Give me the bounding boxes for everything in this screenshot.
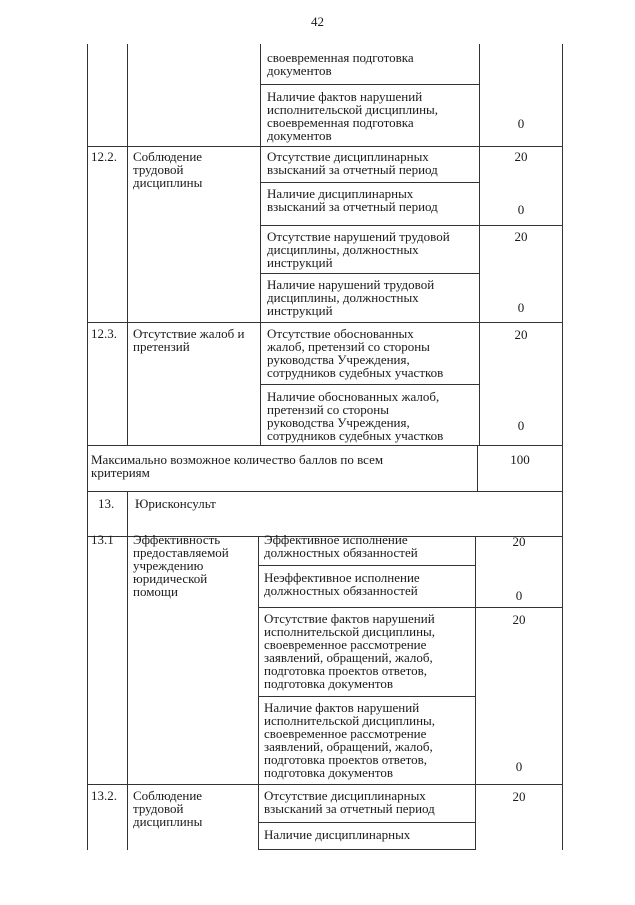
criterion-text: Неэффективное исполнение должностных обязанностей (264, 570, 420, 598)
criterion-score: 0 (517, 202, 525, 217)
criterion-score: 20 (514, 327, 528, 342)
total-value: 100 (510, 452, 530, 467)
indicator-text: Эффективность предоставляемой учреждению юридической помощи (133, 532, 229, 599)
row-divider (260, 225, 562, 226)
criterion-score: 20 (512, 534, 526, 549)
row-number: 13.2. (91, 788, 117, 803)
criterion-score: 20 (512, 612, 526, 627)
criterion-score: 0 (517, 116, 525, 131)
row-divider (87, 322, 562, 323)
row-divider (87, 445, 562, 446)
column-divider (258, 536, 259, 850)
criterion-text: Наличие дисциплинарных (264, 827, 411, 842)
page-number: 42 (311, 14, 324, 29)
criterion-text: Отсутствие дисциплинарных взысканий за отчетный период (267, 149, 438, 177)
criterion-text: Отсутствие дисциплинарных взысканий за отчетный период (264, 788, 435, 816)
criterion-score: 0 (517, 418, 525, 433)
row-divider (87, 784, 562, 785)
row-divider (260, 84, 479, 85)
table-border-right (562, 44, 563, 850)
criterion-text: Наличие обоснованных жалоб, претензий со стороны руководства Учреждения, сотрудников судебных участков (267, 389, 444, 443)
row-divider (87, 146, 562, 147)
row-divider (258, 607, 562, 608)
row-number: 13.1 (91, 532, 114, 547)
criterion-score: 0 (517, 300, 525, 315)
criterion-score: 20 (514, 229, 528, 244)
criterion-text: своевременная подготовка документов (267, 50, 414, 78)
section-number: 13. (98, 496, 115, 511)
total-label: Максимально возможное количество баллов по всем критериям (91, 452, 384, 480)
indicator-text: Соблюдение трудовой дисциплины (133, 788, 203, 829)
row-divider (260, 273, 479, 274)
criterion-text: Отсутствие обоснованных жалоб, претензий со стороны руководства Учреждения, сотрудников судебных участков (267, 326, 444, 380)
column-divider (477, 445, 478, 491)
criterion-text: Наличие дисциплинарных взысканий за отчетный период (267, 186, 438, 214)
criterion-text: Наличие нарушений трудовой дисциплины, должностных инструкций (267, 277, 435, 318)
criterion-text: Эффективное исполнение должностных обязанностей (264, 532, 418, 560)
row-divider (258, 822, 475, 823)
indicator-text: Соблюдение трудовой дисциплины (133, 149, 203, 190)
criterion-text: Наличие фактов нарушений исполнительской дисциплины, своевременная подготовка документов (267, 89, 439, 143)
indicator-text: Отсутствие жалоб и претензий (133, 326, 245, 354)
table-border-left (87, 536, 88, 850)
column-divider (127, 491, 128, 536)
criterion-score: 0 (515, 588, 523, 603)
criterion-text: Наличие фактов нарушений исполнительской дисциплины, своевременное рассмотрение заявлений, обращений, жалоб, подготовка проектов ответов, подготовка документов (264, 700, 436, 780)
row-divider (258, 696, 475, 697)
criterion-text: Отсутствие фактов нарушений исполнительской дисциплины, своевременное рассмотрение заявлений, обращений, жалоб, подготовка проектов ответов, подготовка документов (264, 611, 436, 691)
row-divider (87, 491, 562, 492)
row-number: 12.3. (91, 326, 117, 341)
column-divider (479, 44, 480, 445)
column-divider (127, 536, 128, 850)
criterion-score: 20 (512, 789, 526, 804)
row-divider (260, 182, 479, 183)
row-divider (260, 384, 479, 385)
section-title: Юрисконсульт (135, 496, 216, 511)
criterion-text: Отсутствие нарушений трудовой дисциплины, должностных инструкций (267, 229, 450, 270)
criterion-score: 0 (515, 759, 523, 774)
row-divider (258, 849, 475, 850)
row-divider (258, 565, 475, 566)
column-divider (127, 44, 128, 445)
criterion-score: 20 (514, 149, 528, 164)
row-number: 12.2. (91, 149, 117, 164)
table-border-left (87, 44, 88, 445)
